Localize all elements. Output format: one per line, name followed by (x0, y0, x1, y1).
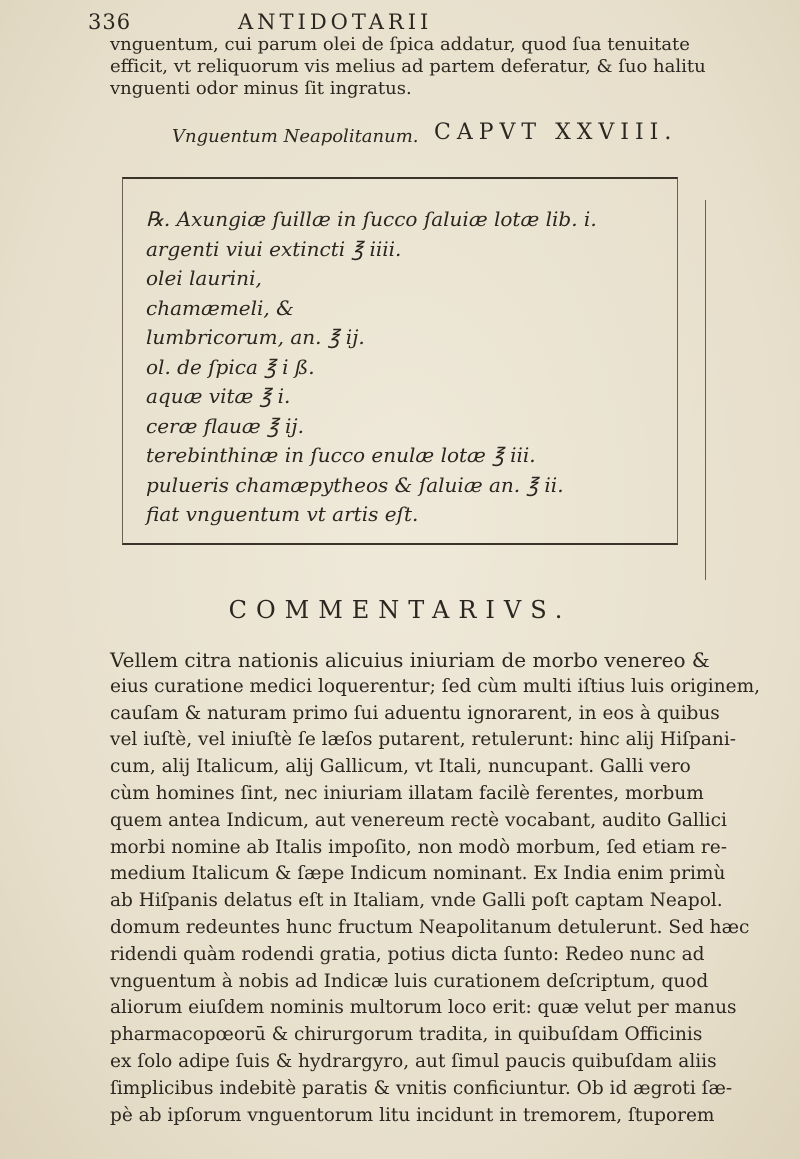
text-line: ex ſolo adipe ſuis & hydrargyro, aut ſimul paucis quibuſdam aliis (110, 1050, 717, 1072)
text-line: ridendi quàm rodendi gratia, potius dicta ſunto: Redeo nunc ad (110, 943, 705, 965)
text-line: domum redeuntes hunc fructum Neapolitanum detulerunt. Sed hæc (110, 916, 750, 938)
chapter-heading: CAPVT XXVIII. (434, 120, 678, 145)
running-title: ANTIDOTARII (238, 10, 433, 34)
text-line: cum, alij Italicum, alij Gallicum, vt Itali, nuncupant. Galli vero (110, 756, 691, 778)
text-line: vnguenti odor minus ſit ingratus. (110, 78, 412, 99)
text-line: ab Hiſpanis delatus eſt in Italiam, vnde Galli poſt captam Neapol. (110, 890, 723, 912)
text-line: medium Italicum & ſæpe Indicum nominant. Ex India enim primù (110, 863, 726, 885)
recipe-line: aquæ vitæ ℥ i. (146, 384, 291, 408)
recipe-line: fiat vnguentum vt artis eſt. (146, 502, 419, 526)
text-line: vel iuſtè, vel iniuſtè ſe læſos putarent, retulerunt: hinc alij Hiſpani- (110, 729, 737, 751)
page-number: 336 (88, 10, 132, 34)
text-line: efficit, vt reliquorum vis melius ad partem deferatur, & ſuo halitu (110, 56, 706, 77)
text-line: ſimplicibus indebitè paratis & vnitis conficiuntur. Ob id ægroti ſæ- (110, 1077, 733, 1099)
recipe-title: Vnguentum Neapolitanum. (172, 126, 419, 147)
text-line: pè ab ipſorum vnguentorum litu incidunt in tremorem, ſtuporem (110, 1104, 715, 1126)
recipe-line: chamæmeli, & (146, 295, 294, 320)
recipe-line: argenti viui extincti ℥ iiii. (146, 236, 402, 261)
recipe-line: terebinthinæ in ſucco enulæ lotæ ℥ iii. (146, 443, 536, 467)
text-line: Vellem citra nationis alicuius iniuriam de morbo venereo & (110, 648, 710, 672)
intro-paragraph (110, 34, 710, 100)
text-line: pharmacopœorū & chirurgorum tradita, in quibuſdam Officinis (110, 1024, 703, 1046)
recipe-line: ℞. Axungiæ ſuillæ in ſucco ſaluiæ lotæ lib. i. (146, 207, 597, 231)
page-header (88, 10, 688, 36)
text-line: aliorum eiuſdem nominis multorum loco erit: quæ velut per manus (110, 997, 737, 1019)
recipe-line: pulueris chamæpytheos & ſaluiæ an. ℥ ii. (146, 472, 564, 497)
text-line: vnguentum, cui parum olei de ſpica addatur, quod ſua tenuitate (110, 34, 690, 55)
recipe-line: lumbricorum, an. ℥ ij. (146, 325, 365, 349)
text-line: eius curatione medici loquerentur; ſed cùm multi iſtius luis originem, (110, 675, 761, 697)
text-line: morbi nomine ab Italis impoſito, non modò morbum, ſed etiam re- (110, 836, 727, 858)
recipe-line: olei laurini, (146, 266, 262, 290)
text-line: quem antea Indicum, aut venereum rectè vocabant, audito Gallici (110, 809, 727, 831)
recipe-line: ceræ flauæ ℥ ij. (146, 413, 304, 438)
recipe-list (146, 205, 666, 530)
margin-rule (705, 200, 706, 580)
commentary-text (110, 647, 761, 1129)
commentary-heading: COMMENTARIVS. (228, 596, 572, 624)
text-line: cauſam & naturam primo ſui aduentu ignorarent, in eos à quibus (110, 702, 720, 724)
recipe-line: ol. de ſpica ℥ i ß. (146, 354, 315, 379)
text-line: vnguentum à nobis ad Indicæ luis curationem deſcriptum, quod (110, 970, 709, 992)
text-line: cùm homines ſint, nec iniuriam illatam facilè ferentes, morbum (110, 782, 704, 804)
